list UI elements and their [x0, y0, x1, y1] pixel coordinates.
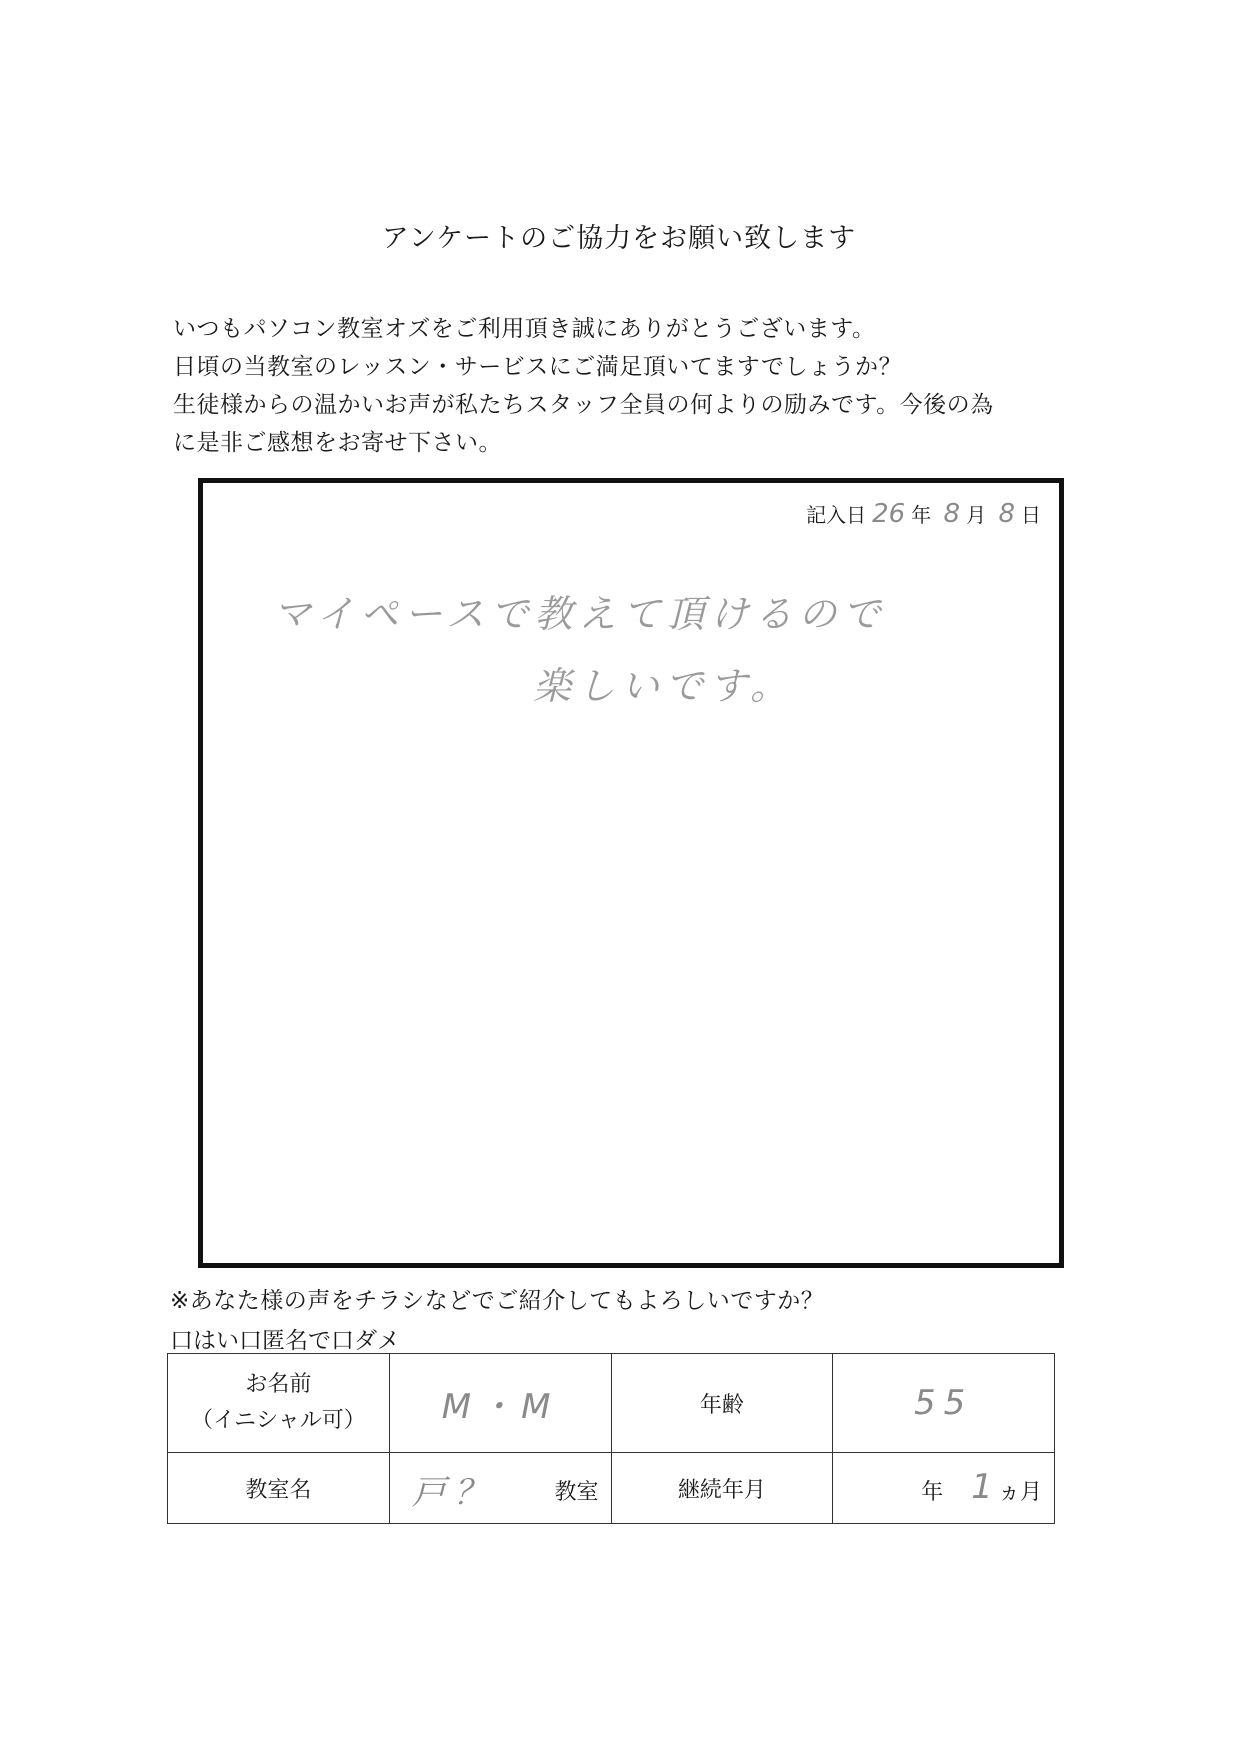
classroom-suffix: 教室 — [554, 1480, 599, 1505]
intro-line: に是非ご感想をお寄せ下さい。 — [173, 430, 502, 456]
entry-date-month-unit: 月 — [966, 503, 987, 527]
age-label: 年齢 — [699, 1392, 744, 1418]
entry-date-day: 8 — [998, 499, 1015, 529]
name-label: お名前 — [245, 1372, 312, 1397]
duration-label: 継続年月 — [677, 1477, 766, 1503]
entry-date — [806, 499, 1041, 529]
duration-label-cell — [611, 1453, 833, 1524]
entry-date-year-unit: 年 — [911, 503, 932, 527]
table-row — [168, 1453, 1055, 1524]
age-value: 55 — [913, 1383, 974, 1423]
age-label-cell — [611, 1354, 833, 1453]
entry-date-label: 記入日 — [806, 503, 867, 527]
intro-line: いつもパソコン教室オズをご利用頂き誠にありがとうございます。 — [173, 316, 876, 342]
duration-months: 1 — [971, 1467, 1001, 1507]
classroom-label-cell — [168, 1453, 390, 1524]
classroom-value-cell — [389, 1453, 611, 1524]
duration-value-cell — [833, 1453, 1055, 1524]
handwritten-comment-line: マイペースで教えて頂けるので — [273, 592, 887, 636]
intro-line: 日頃の当教室のレッスン・サービスにご満足頂いてますでしょうか？ — [173, 354, 902, 380]
age-value-cell — [833, 1354, 1055, 1453]
name-value: M・M — [441, 1386, 559, 1427]
consent-options: 口はい口匿名で口ダメ — [170, 1328, 400, 1354]
survey-title: アンケートのご協力をお願い致します — [381, 223, 857, 254]
comment-box — [198, 478, 1064, 1268]
table-row — [168, 1354, 1055, 1453]
info-table — [167, 1353, 1055, 1524]
handwritten-comment-line: 楽しいです。 — [533, 664, 794, 708]
duration-year-suffix: 年 — [921, 1480, 944, 1505]
entry-date-year: 26 — [872, 499, 906, 529]
name-label-note: （イニシャル可） — [191, 1408, 366, 1433]
entry-date-month: 8 — [943, 499, 961, 529]
classroom-value: 戸？ — [411, 1473, 496, 1513]
intro-line: 生徒様からの温かいお声が私たちスタッフ全員の何よりの励みです。今後の為 — [173, 392, 994, 418]
name-value-cell — [389, 1354, 611, 1453]
entry-date-day-unit: 日 — [1021, 503, 1041, 527]
intro-text — [173, 310, 1073, 462]
consent-question: ※あなた様の声をチラシなどでご紹介してもよろしいですか？ — [170, 1288, 825, 1314]
name-label-cell — [168, 1354, 390, 1453]
classroom-label: 教室名 — [245, 1477, 312, 1503]
duration-month-suffix: ヵ月 — [997, 1480, 1042, 1505]
